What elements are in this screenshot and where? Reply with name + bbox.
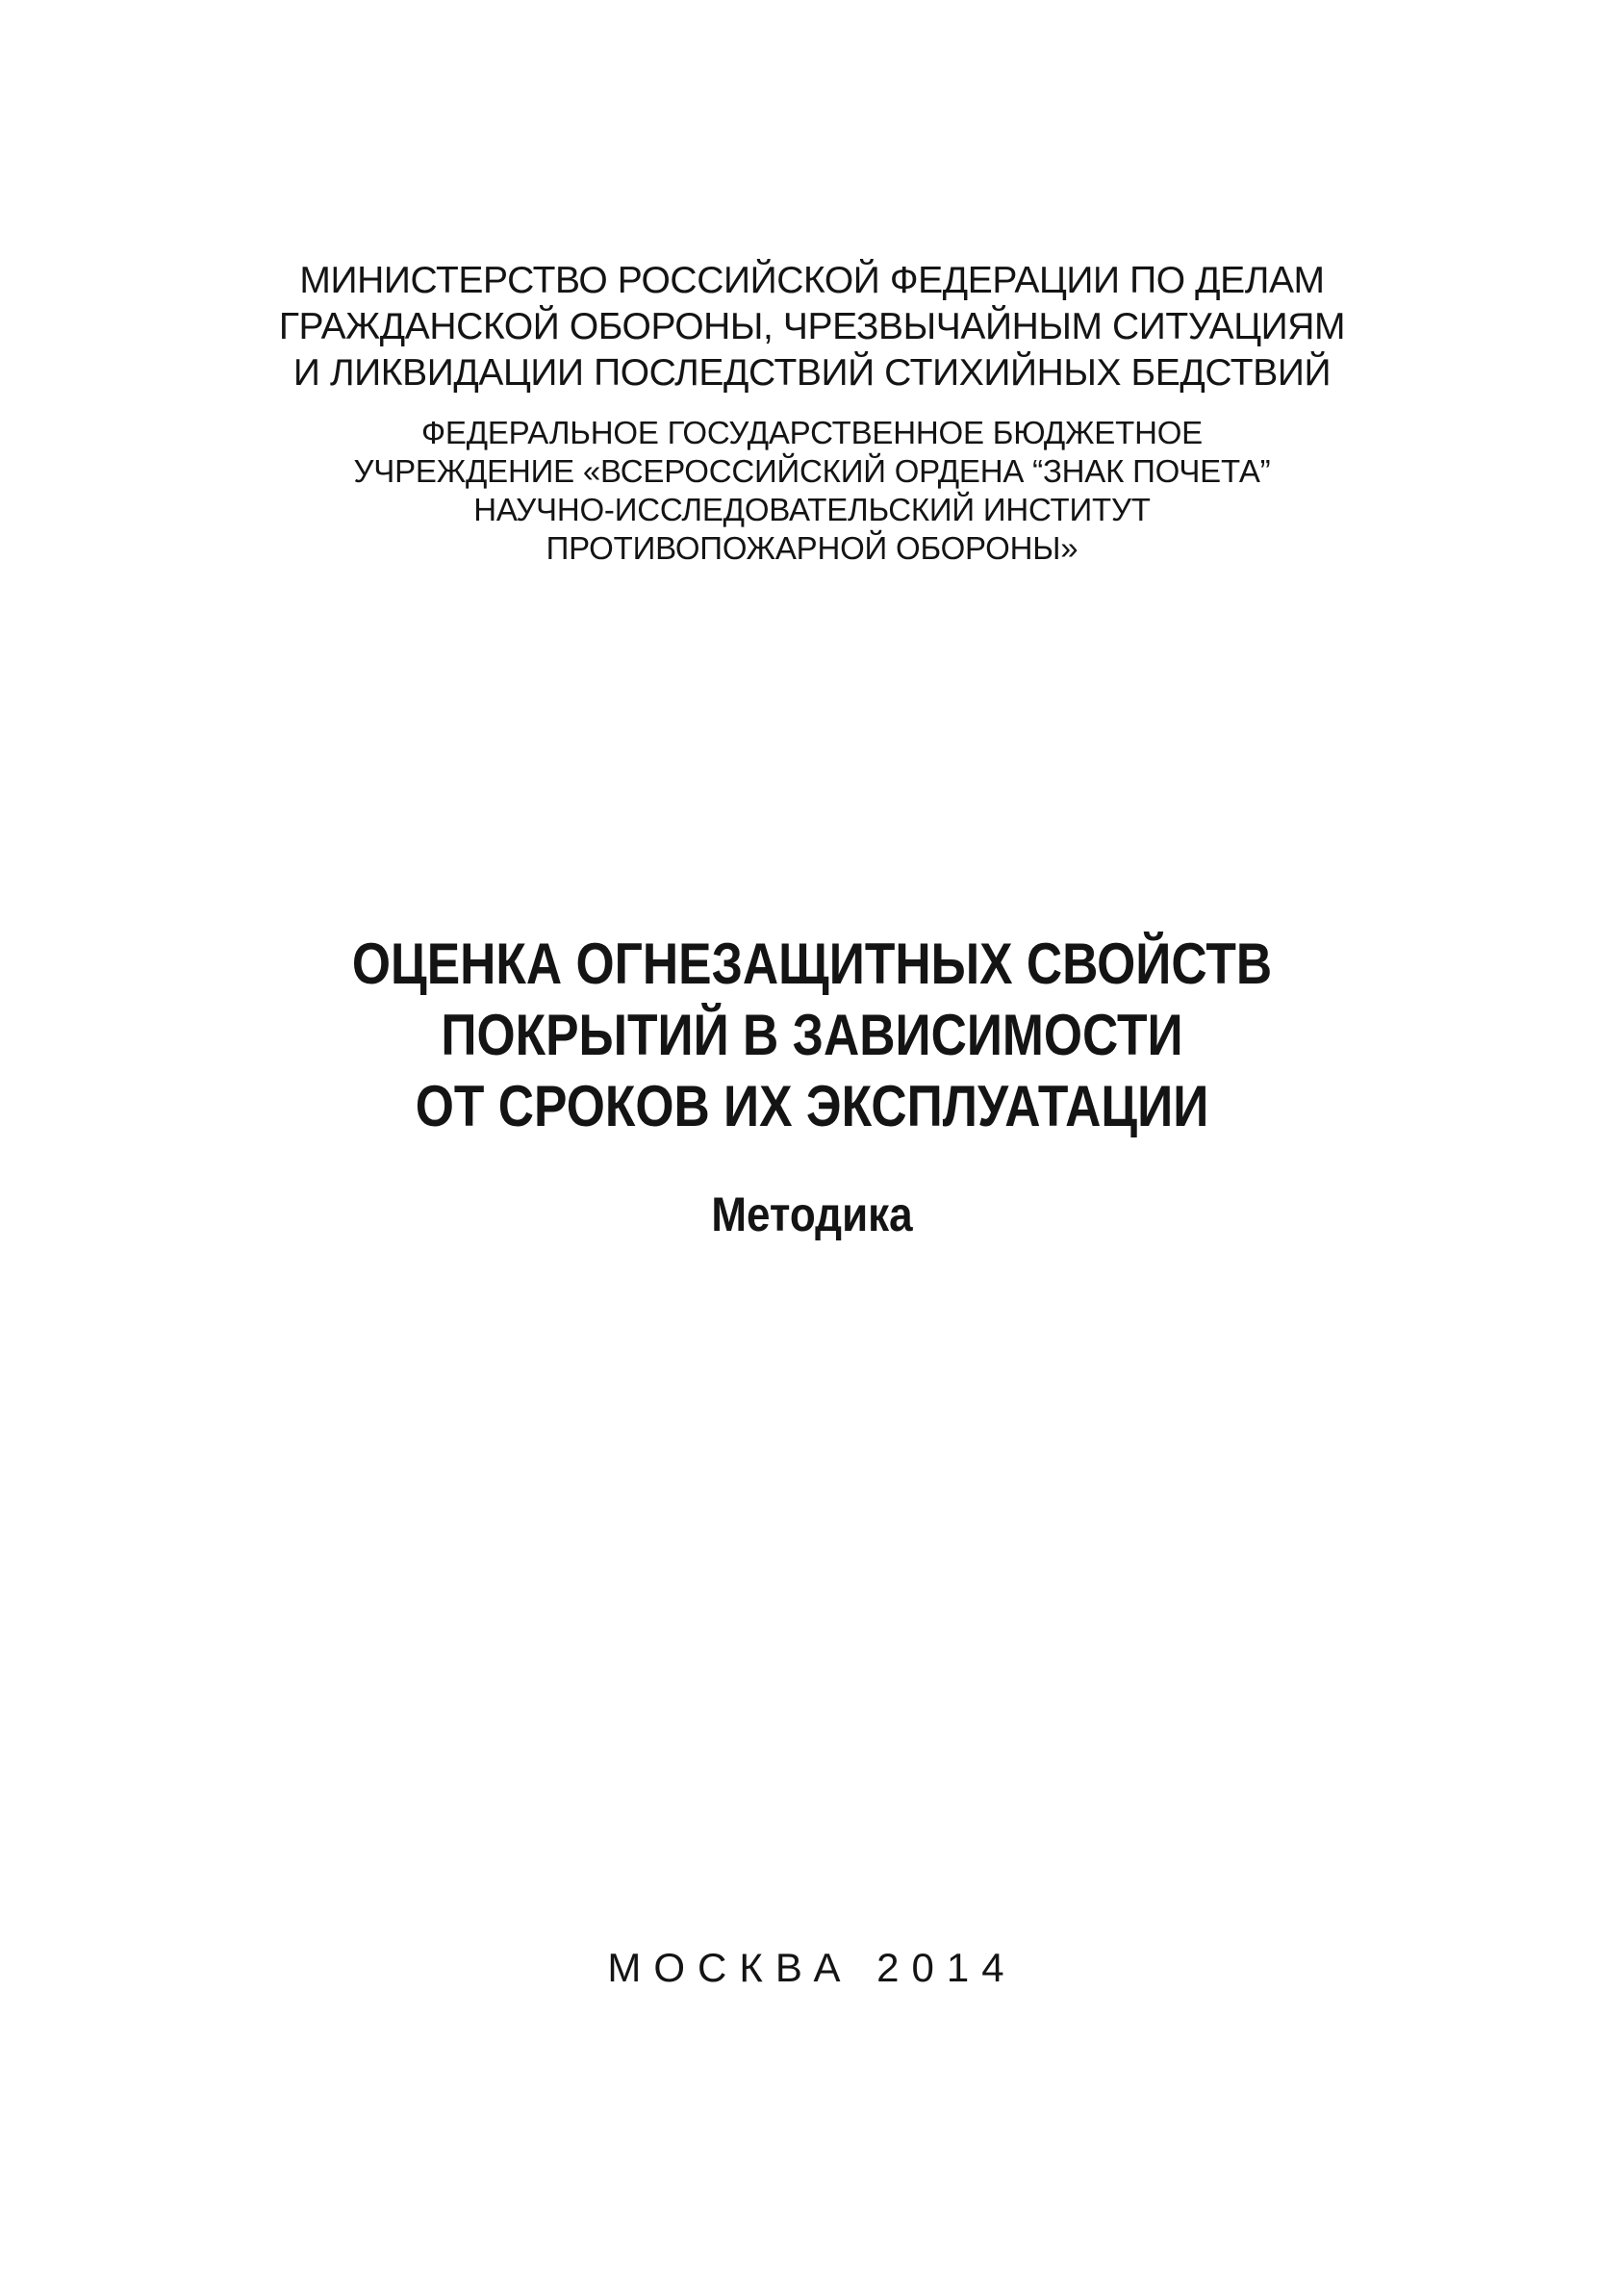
- title-line: ОЦЕНКА ОГНЕЗАЩИТНЫХ СВОЙСТВ: [351, 932, 1273, 996]
- ministry-line: МИНИСТЕРСТВО РОССИЙСКОЙ ФЕДЕРАЦИИ ПО ДЕЛАМ: [299, 260, 1325, 301]
- title-line: ОТ СРОКОВ ИХ ЭКСПЛУАТАЦИИ: [415, 1074, 1209, 1138]
- place-year: МОСКВА 2014: [607, 1945, 1017, 1990]
- institute-line: ПРОТИВОПОЖАРНОЙ ОБОРОНЫ»: [546, 530, 1078, 566]
- title-line: ПОКРЫТИЙ В ЗАВИСИМОСТИ: [441, 1003, 1183, 1067]
- institute-line: УЧРЕЖДЕНИЕ «ВСЕРОССИЙСКИЙ ОРДЕНА “ЗНАК ПОЧЕТА”: [353, 453, 1271, 489]
- institute-line: НАУЧНО-ИССЛЕДОВАТЕЛЬСКИЙ ИНСТИТУТ: [473, 492, 1151, 527]
- institute-line: ФЕДЕРАЛЬНОЕ ГОСУДАРСТВЕННОЕ БЮДЖЕТНОЕ: [421, 415, 1203, 450]
- document-subtitle: Методика: [711, 1188, 913, 1241]
- ministry-line: И ЛИКВИДАЦИИ ПОСЛЕДСТВИЙ СТИХИЙНЫХ БЕДСТВИЙ: [292, 352, 1332, 394]
- ministry-line: ГРАЖДАНСКОЙ ОБОРОНЫ, ЧРЕЗВЫЧАЙНЫМ СИТУАЦИЯМ: [278, 306, 1346, 347]
